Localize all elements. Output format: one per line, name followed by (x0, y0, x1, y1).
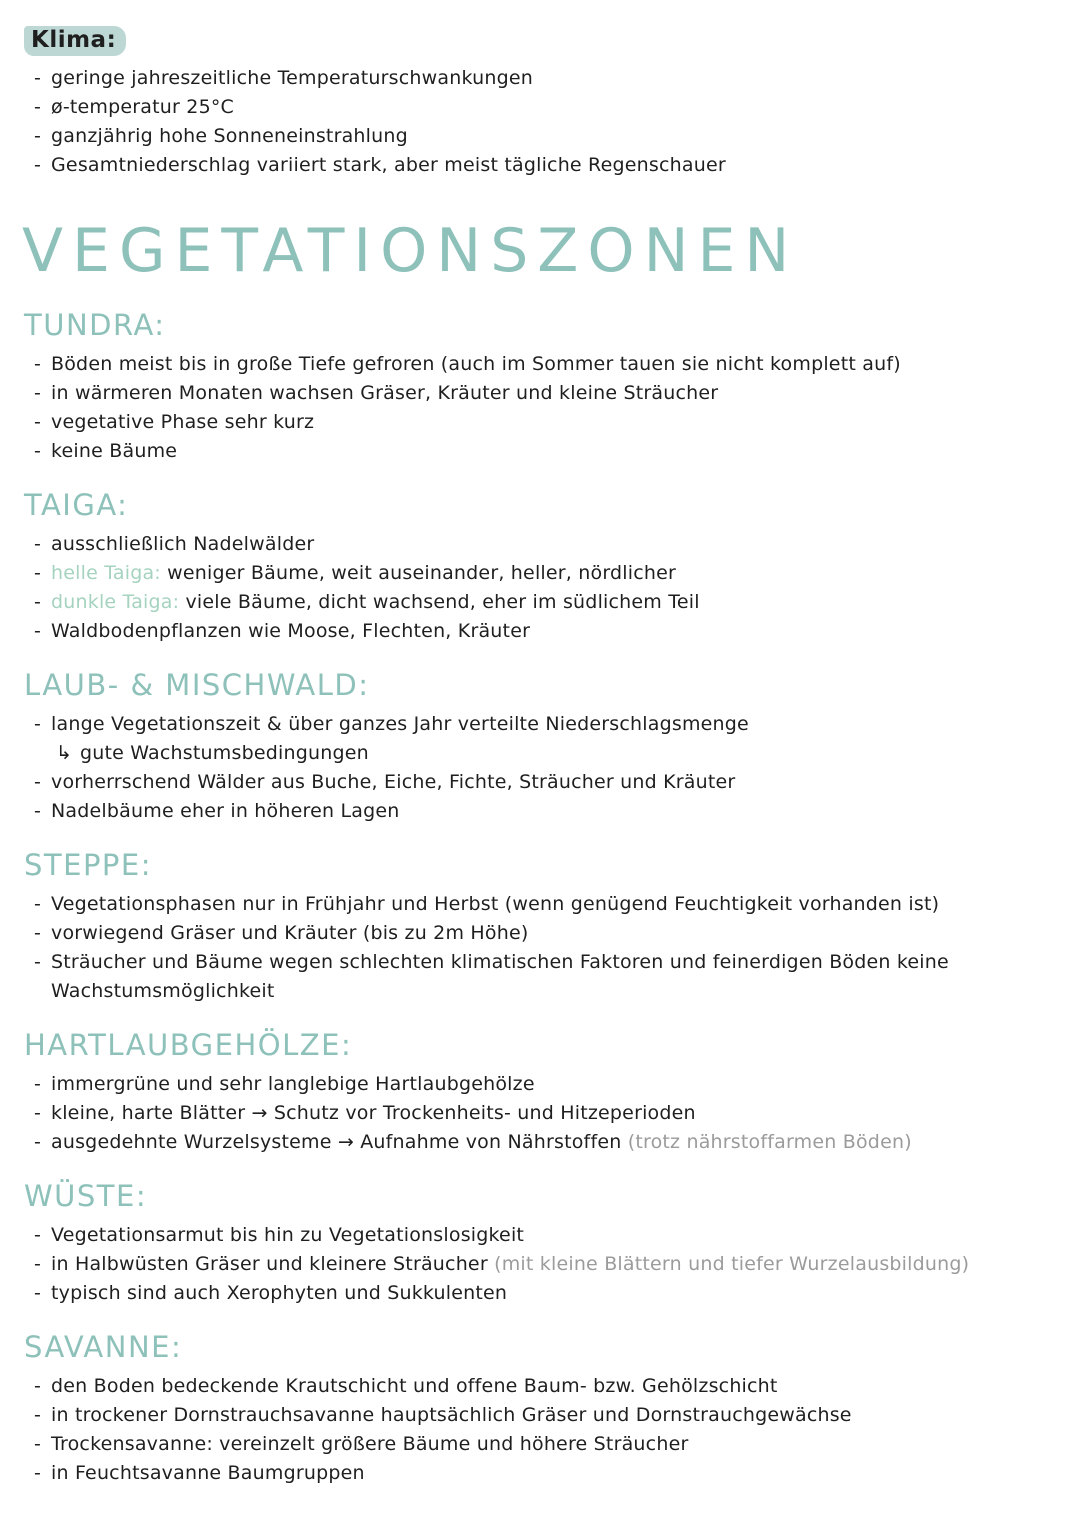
list-item (34, 710, 1056, 739)
bullet-text (51, 890, 939, 919)
bullet-marker: - (34, 591, 42, 613)
list-item (34, 408, 1056, 437)
bullet-text (51, 1279, 507, 1308)
section-heading: HARTLAUBGEHÖLZE: (24, 1028, 353, 1062)
bullet-marker: - (34, 1462, 42, 1484)
bullet-marker: - (34, 951, 42, 973)
text-segment: vorherrschend Wälder aus Buche, Eiche, Fichte, Sträucher und Kräuter (51, 771, 736, 793)
text-segment: keine Bäume (51, 440, 178, 462)
list-item (34, 151, 1056, 180)
bullet-marker: - (34, 893, 42, 915)
text-segment: helle Taiga: (51, 562, 161, 584)
klima-bullet-list (34, 64, 1056, 180)
bullet-text (51, 64, 533, 93)
text-segment: gute Wachstumsbedingungen (80, 742, 369, 764)
vegetation-section (24, 668, 1056, 826)
text-segment: ausgedehnte Wurzelsysteme → Aufnahme von Nährstoffen (51, 1131, 628, 1153)
bullet-marker: - (34, 1102, 42, 1124)
list-item (34, 1128, 1056, 1157)
text-segment: den Boden bedeckende Krautschicht und offene Baum- bzw. Gehölzschicht (51, 1375, 778, 1397)
bullet-marker: - (34, 125, 42, 147)
bullet-list (34, 1070, 1056, 1157)
bullet-text (51, 1430, 688, 1459)
list-item (34, 379, 1056, 408)
bullet-marker: - (34, 1404, 42, 1426)
list-item (34, 1459, 1056, 1488)
list-item (34, 93, 1056, 122)
list-item (34, 1221, 1056, 1250)
bullet-marker: - (34, 800, 42, 822)
vegetation-section (24, 1179, 1056, 1308)
text-segment: (trotz nährstoffarmen Böden) (627, 1131, 912, 1153)
list-item (34, 1401, 1056, 1430)
text-segment: Vegetationsarmut bis hin zu Vegetationslosigkeit (51, 1224, 525, 1246)
text-segment: Gesamtniederschlag variiert stark, aber meist tägliche Regenschauer (51, 154, 726, 176)
bullet-marker: - (34, 96, 42, 118)
list-item (34, 530, 1056, 559)
page-title: VEGETATIONSZONEN (22, 216, 799, 286)
text-segment: Böden meist bis in große Tiefe gefroren (auch im Sommer tauen sie nicht komplett auf) (51, 353, 901, 375)
bullet-text (51, 1128, 912, 1157)
bullet-list (34, 530, 1056, 646)
bullet-marker: - (34, 620, 42, 642)
text-segment: vorwiegend Gräser und Kräuter (bis zu 2m Höhe) (51, 922, 529, 944)
bullet-text (51, 710, 749, 739)
text-segment: Sträucher und Bäume wegen schlechten klimatischen Faktoren und feinerdigen Böden keine Wachstumsmöglichkeit (51, 951, 949, 1002)
text-segment: ø-temperatur 25°C (51, 96, 235, 118)
text-segment: Trockensavanne: vereinzelt größere Bäume und höhere Sträucher (51, 1433, 689, 1455)
list-item (34, 890, 1056, 919)
bullet-text (51, 797, 399, 826)
text-segment: ganzjährig hohe Sonneneinstrahlung (51, 125, 408, 147)
vegetation-section (24, 848, 1056, 1006)
text-segment: Waldbodenpflanzen wie Moose, Flechten, Kräuter (51, 620, 531, 642)
bullet-list (34, 710, 1056, 826)
vegetation-section (24, 308, 1056, 466)
list-item (34, 1279, 1056, 1308)
list-item (34, 122, 1056, 151)
klima-heading: Klima: (24, 26, 126, 56)
list-item (34, 1070, 1056, 1099)
text-segment: ausschließlich Nadelwälder (51, 533, 315, 555)
bullet-marker: - (34, 1224, 42, 1246)
text-segment: typisch sind auch Xerophyten und Sukkulenten (51, 1282, 508, 1304)
bullet-list (34, 1372, 1056, 1488)
list-item (56, 739, 1056, 768)
list-item (34, 350, 1056, 379)
bullet-text (51, 1459, 365, 1488)
text-segment: vegetative Phase sehr kurz (51, 411, 315, 433)
bullet-text (51, 350, 901, 379)
section-heading: SAVANNE: (24, 1330, 183, 1364)
bullet-text (51, 768, 735, 797)
bullet-text (51, 1401, 852, 1430)
text-segment: Nadelbäume eher in höheren Lagen (51, 800, 400, 822)
text-segment: geringe jahreszeitliche Temperaturschwankungen (51, 67, 533, 89)
bullet-marker: - (34, 353, 42, 375)
text-segment: (mit kleine Blättern und tiefer Wurzelausbildung) (494, 1253, 970, 1275)
text-segment: in wärmeren Monaten wachsen Gräser, Kräuter und kleine Sträucher (51, 382, 719, 404)
bullet-text (51, 919, 528, 948)
bullet-text (51, 948, 1056, 1006)
bullet-text (51, 437, 177, 466)
bullet-text (51, 122, 408, 151)
section-heading: WÜSTE: (24, 1179, 148, 1213)
bullet-marker: - (34, 1131, 42, 1153)
list-item (34, 768, 1056, 797)
list-item (34, 588, 1056, 617)
bullet-text (51, 1070, 535, 1099)
bullet-text (51, 93, 234, 122)
bullet-text (51, 617, 530, 646)
bullet-marker: - (34, 771, 42, 793)
vegetation-sections-container (24, 308, 1056, 1488)
bullet-marker: - (34, 411, 42, 433)
text-segment: immergrüne und sehr langlebige Hartlaubgehölze (51, 1073, 535, 1095)
list-item (34, 617, 1056, 646)
bullet-list (34, 350, 1056, 466)
bullet-text (51, 559, 676, 588)
text-segment: in Halbwüsten Gräser und kleinere Sträucher (51, 1253, 495, 1275)
bullet-text (51, 408, 314, 437)
bullet-marker: - (34, 154, 42, 176)
list-item (34, 919, 1056, 948)
bullet-text (51, 379, 718, 408)
bullet-list (34, 1221, 1056, 1308)
section-heading: STEPPE: (24, 848, 153, 882)
bullet-marker: - (34, 440, 42, 462)
bullet-text (51, 1099, 696, 1128)
list-item (34, 64, 1056, 93)
bullet-marker: - (34, 562, 42, 584)
list-item (34, 559, 1056, 588)
bullet-text (51, 1372, 778, 1401)
section-heading: TUNDRA: (24, 308, 166, 342)
bullet-marker: - (34, 1253, 42, 1275)
vegetation-section (24, 1330, 1056, 1488)
bullet-text (51, 151, 726, 180)
list-item (34, 1372, 1056, 1401)
vegetation-section (24, 488, 1056, 646)
list-item (34, 1430, 1056, 1459)
section-heading: LAUB- & MISCHWALD: (24, 668, 370, 702)
bullet-text (80, 739, 369, 768)
bullet-text (51, 1221, 524, 1250)
bullet-marker: - (34, 1375, 42, 1397)
text-segment: kleine, harte Blätter → Schutz vor Trockenheits- und Hitzeperioden (51, 1102, 696, 1124)
list-item (34, 797, 1056, 826)
bullet-marker: - (34, 1073, 42, 1095)
section-heading: TAIGA: (24, 488, 129, 522)
bullet-marker: - (34, 1433, 42, 1455)
text-segment: in trockener Dornstrauchsavanne hauptsächlich Gräser und Dornstrauchgewächse (51, 1404, 852, 1426)
text-segment: viele Bäume, dicht wachsend, eher im südlichem Teil (179, 591, 700, 613)
vegetation-section (24, 1028, 1056, 1157)
bullet-text (51, 530, 314, 559)
text-segment: weniger Bäume, weit auseinander, heller, nördlicher (160, 562, 677, 584)
list-item (34, 437, 1056, 466)
text-segment: dunkle Taiga: (51, 591, 180, 613)
sub-arrow-marker: ↳ (56, 742, 73, 764)
bullet-marker: - (34, 922, 42, 944)
bullet-marker: - (34, 67, 42, 89)
text-segment: lange Vegetationszeit & über ganzes Jahr verteilte Niederschlagsmenge (51, 713, 749, 735)
bullet-marker: - (34, 713, 42, 735)
bullet-list (34, 890, 1056, 1006)
klima-section (24, 26, 1056, 180)
list-item (34, 1099, 1056, 1128)
bullet-marker: - (34, 533, 42, 555)
bullet-text (51, 1250, 969, 1279)
text-segment: in Feuchtsavanne Baumgruppen (51, 1462, 365, 1484)
text-segment: Vegetationsphasen nur in Frühjahr und Herbst (wenn genügend Feuchtigkeit vorhanden ist) (51, 893, 940, 915)
bullet-marker: - (34, 382, 42, 404)
list-item (34, 1250, 1056, 1279)
bullet-text (51, 588, 700, 617)
list-item (34, 948, 1056, 1006)
bullet-marker: - (34, 1282, 42, 1304)
